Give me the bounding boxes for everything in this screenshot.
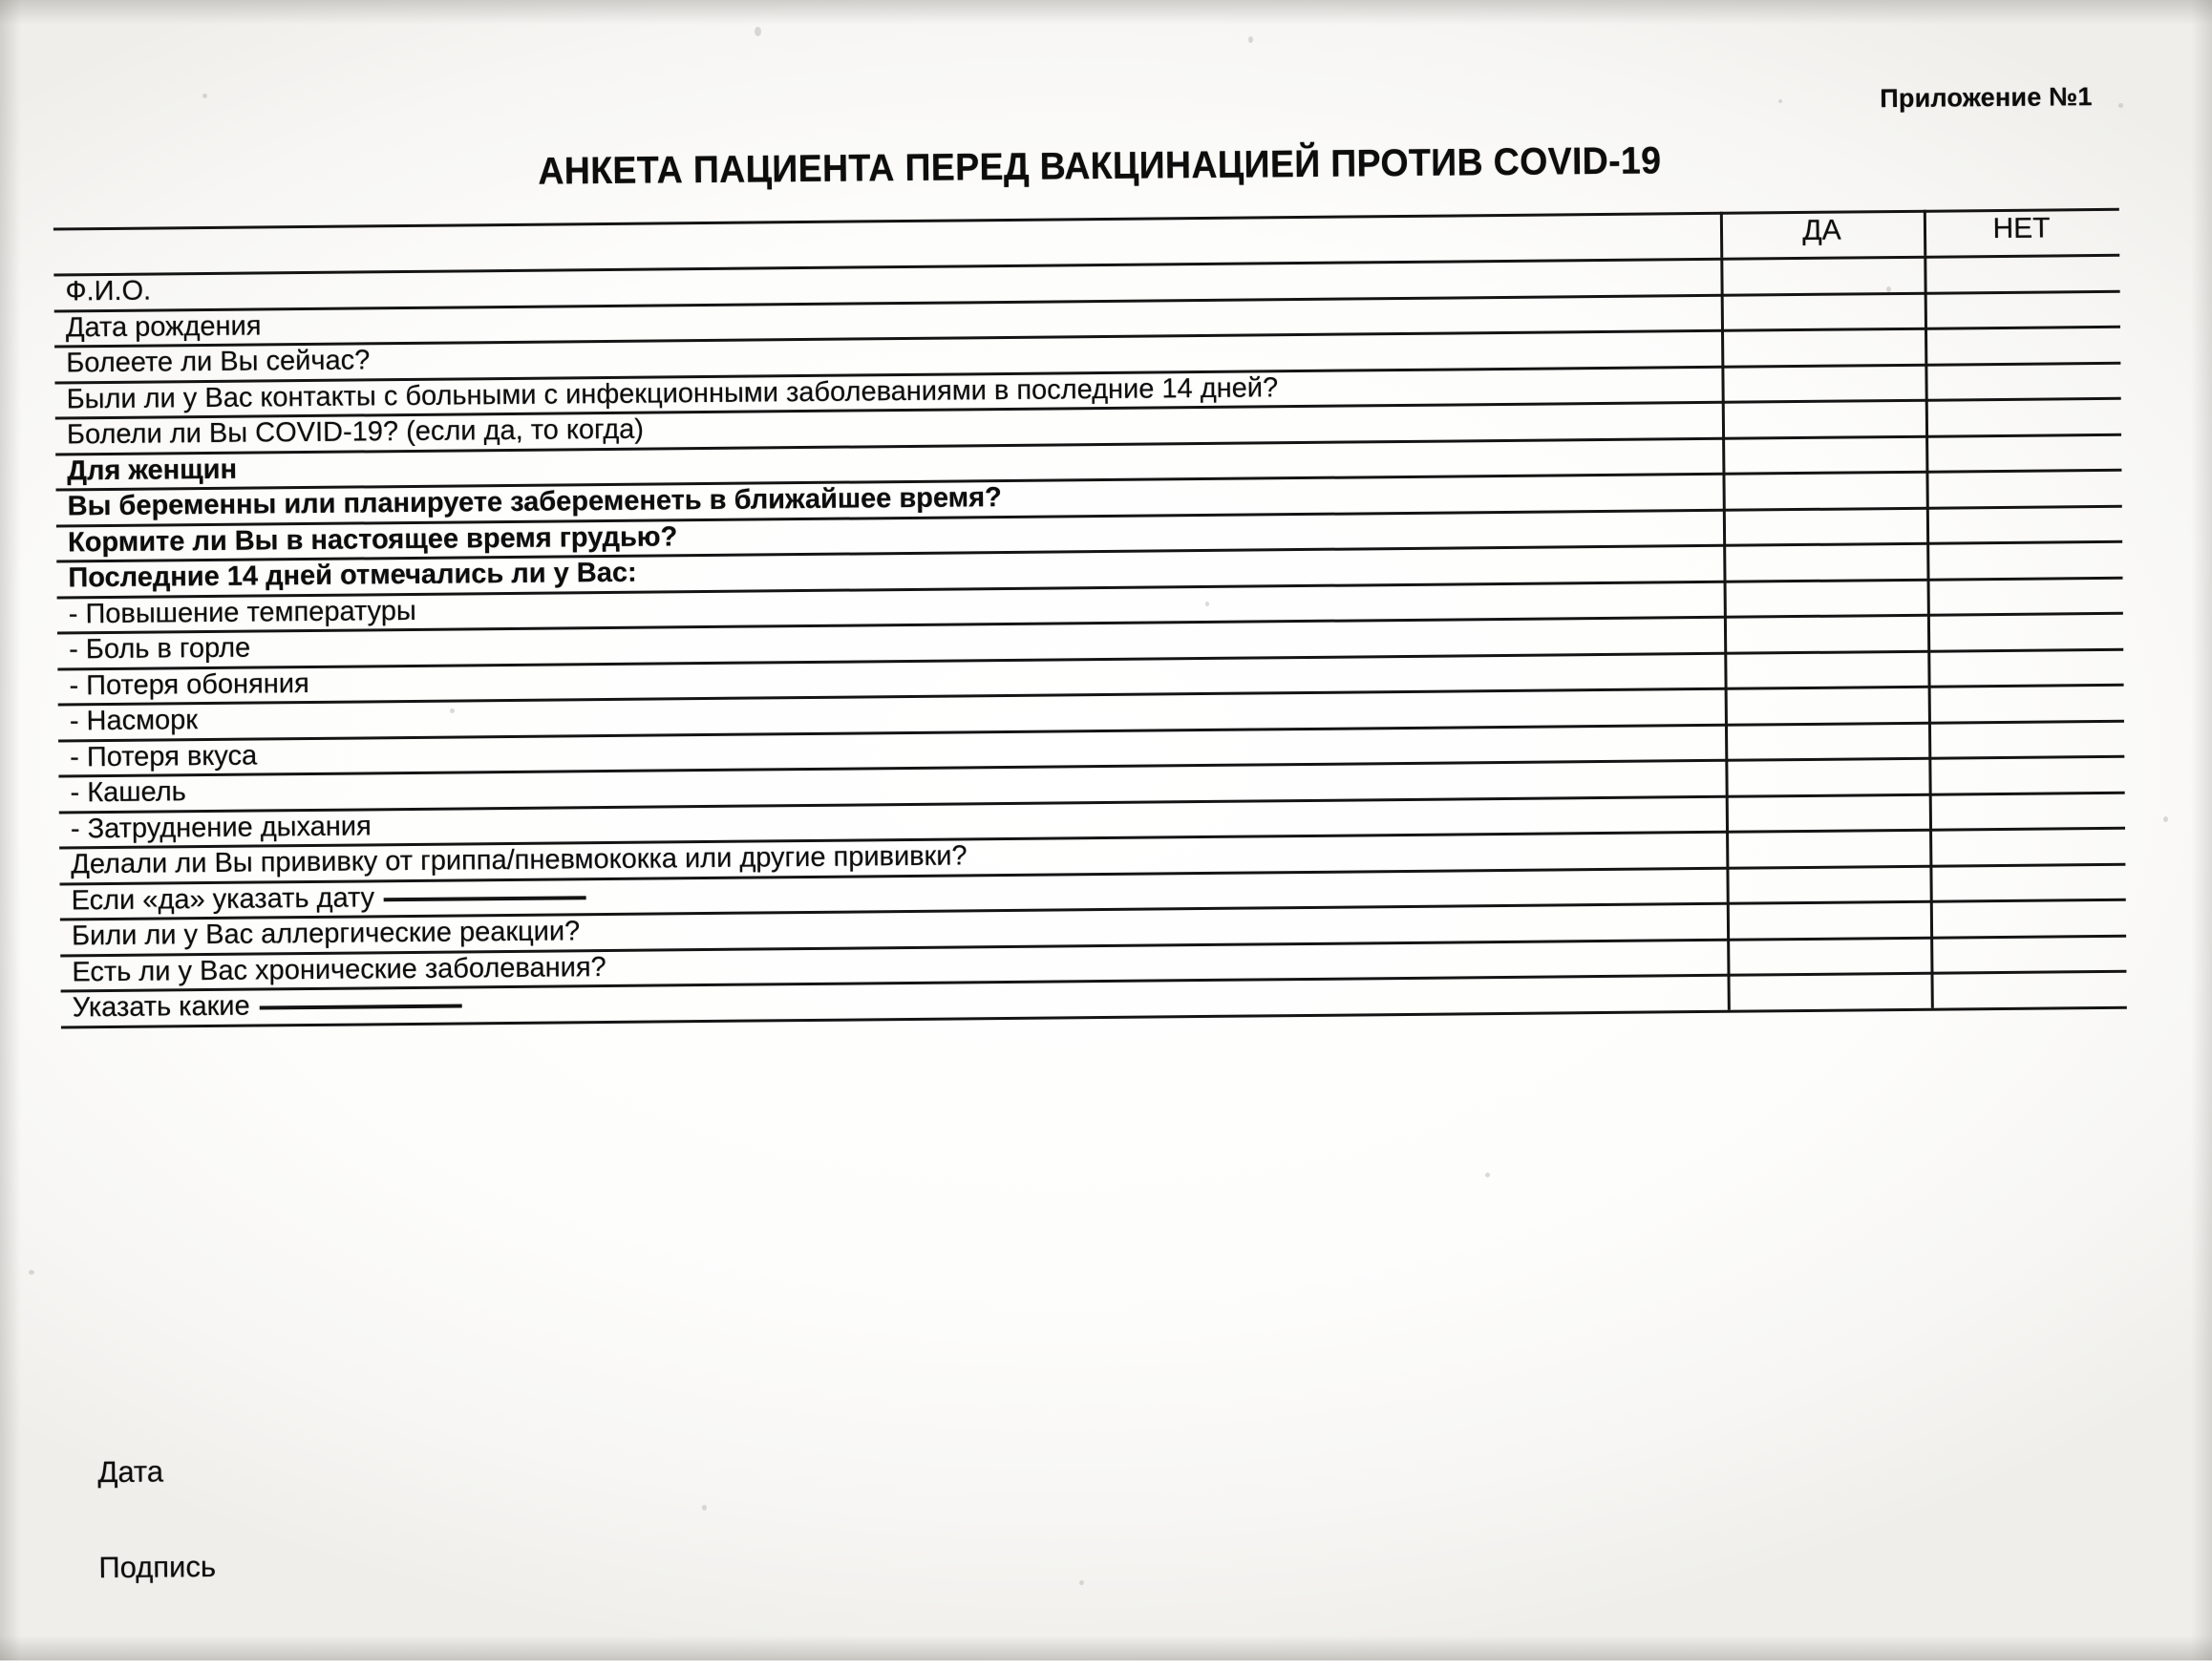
column-header-yes: ДА [1802, 214, 1841, 246]
answer-cell-yes[interactable] [1721, 328, 1925, 366]
answer-cell-yes[interactable] [1727, 972, 1930, 1010]
answer-cell-yes[interactable] [1727, 936, 1930, 974]
answer-cell-no[interactable] [1930, 899, 2126, 936]
question-text: Если «да» указать дату [71, 879, 586, 917]
answer-cell-yes[interactable] [1723, 542, 1926, 581]
question-text: Били ли у Вас аллергические реакции? [71, 916, 581, 952]
answer-cell-yes[interactable] [1721, 363, 1925, 401]
answer-cell-yes[interactable] [1725, 721, 1928, 759]
question-text: Болели ли Вы COVID-19? (если да, то когда) [66, 413, 645, 451]
answer-cell-yes[interactable] [1724, 649, 1927, 687]
question-text: Вы беременны или планируете забеременеть в ближайшее время? [67, 482, 1002, 522]
answer-cell-no[interactable] [1926, 540, 2122, 578]
answer-cell-no[interactable] [1926, 504, 2122, 541]
answer-cell-no[interactable] [1927, 576, 2123, 613]
question-text: - Кашель [70, 776, 186, 809]
answer-cell-no[interactable] [1929, 791, 2125, 828]
answer-cell-no[interactable] [1927, 612, 2123, 649]
answer-cell-yes[interactable] [1721, 291, 1925, 329]
answer-cell-yes[interactable] [1726, 829, 1929, 867]
column-divider-header [1720, 212, 1723, 258]
answer-cell-yes[interactable] [1724, 614, 1927, 652]
question-text: Дата рождения [65, 309, 262, 343]
answer-cell-no[interactable] [1925, 289, 2120, 327]
answer-cell-yes[interactable] [1722, 471, 1925, 509]
answer-cell-yes[interactable] [1727, 900, 1930, 939]
answer-cell-yes[interactable] [1724, 578, 1927, 616]
fill-in-rule[interactable] [384, 896, 586, 901]
question-text: - Потеря вкуса [70, 740, 258, 772]
question-text: Делали ли Вы прививку от гриппа/пневмококка или другие прививки? [71, 840, 968, 880]
answer-cell-no[interactable] [1925, 326, 2120, 363]
answer-cell-yes[interactable] [1725, 686, 1928, 724]
signature-label: Подпись [98, 1549, 217, 1585]
answer-cell-no[interactable] [1930, 934, 2126, 971]
answer-cell-no[interactable] [1930, 970, 2126, 1007]
answer-cell-yes[interactable] [1725, 757, 1928, 795]
question-text: - Боль в горле [68, 632, 251, 666]
question-text: - Насморк [69, 705, 199, 737]
answer-cell-yes[interactable] [1722, 434, 1925, 473]
column-header-no: НЕТ [1992, 212, 2051, 245]
table-body [53, 254, 2126, 1026]
question-text: - Потеря обоняния [69, 667, 309, 701]
question-text: - Затруднение дыхания [70, 810, 372, 844]
page-title: АНКЕТА ПАЦИЕНТА ПЕРЕД ВАКЦИНАЦИЕЙ ПРОТИВ COVID-19 [538, 139, 1662, 193]
answer-cell-no[interactable] [1928, 755, 2124, 793]
answer-cell-no[interactable] [1927, 647, 2123, 685]
answer-cell-no[interactable] [1925, 397, 2121, 434]
answer-cell-yes[interactable] [1722, 399, 1925, 437]
question-text: Кормите ли Вы в настоящее время грудью? [67, 520, 678, 558]
fill-in-rule[interactable] [260, 1004, 462, 1009]
question-text: Болеете ли Вы сейчас? [66, 345, 371, 379]
question-text: Ф.И.О. [65, 275, 152, 307]
answer-cell-yes[interactable] [1726, 793, 1929, 831]
date-label: Дата [97, 1454, 164, 1490]
question-text: Последние 14 дней отмечались ли у Вас: [68, 557, 637, 594]
answer-cell-no[interactable] [1929, 827, 2125, 864]
question-text: Указать какие [73, 987, 462, 1024]
questionnaire-table [53, 208, 2127, 1026]
answer-cell-no[interactable] [1928, 719, 2124, 756]
question-text: - Повышение температуры [68, 595, 416, 629]
answer-cell-no[interactable] [1925, 469, 2121, 506]
question-text: Есть ли у Вас хронические заболевания? [72, 951, 606, 987]
answer-cell-yes[interactable] [1726, 864, 1929, 902]
answer-cell-no[interactable] [1929, 862, 2125, 899]
question-text: Для женщин [67, 454, 238, 486]
answer-cell-no[interactable] [1925, 361, 2120, 398]
column-divider-header [1924, 210, 1926, 256]
answer-cell-yes[interactable] [1723, 506, 1926, 544]
appendix-label: Приложение №1 [1880, 82, 2093, 114]
question-text: Были ли у Вас контакты с больными с инфекционными заболеваниями в последние 14 дней? [66, 371, 1279, 414]
answer-cell-no[interactable] [1925, 433, 2121, 470]
answer-cell-no[interactable] [1928, 684, 2124, 721]
